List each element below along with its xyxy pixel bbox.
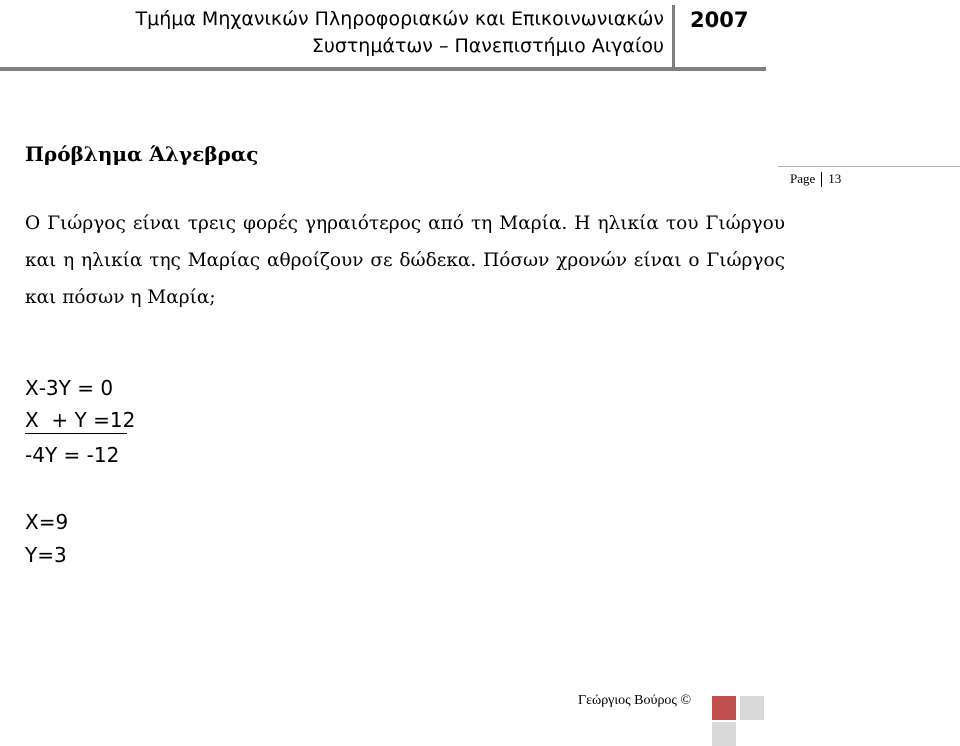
header-divider-horizontal: [0, 67, 766, 71]
header-divider-vertical: [672, 5, 675, 68]
page-number-value: 13: [828, 171, 842, 186]
footer-author: Γεώργιος Βούρος ©: [578, 693, 692, 708]
page-number-separator: [821, 172, 822, 187]
equation-1: Χ-3Υ = 0: [25, 376, 114, 400]
header-title-line2: Συστημάτων – Πανεπιστήμιο Αιγαίου: [311, 35, 664, 57]
result-y: Υ=3: [25, 543, 67, 567]
header-title: [60, 6, 664, 60]
footer-square-gray-right: [740, 696, 764, 720]
equation-3: -4Υ = -12: [25, 443, 120, 467]
result-x: Χ=9: [25, 510, 69, 534]
footer-square-red: [712, 696, 736, 720]
footer-square-gray-bottom: [712, 722, 736, 746]
problem-title: Πρόβλημα Άλγεβρας: [25, 142, 259, 166]
equation-sum-line: [25, 433, 127, 434]
page-number: [790, 171, 841, 187]
header-title-line1: Τμήμα Μηχανικών Πληροφοριακών και Επικοινωνιακών: [135, 8, 664, 30]
header-year: 2007: [690, 8, 749, 32]
problem-statement: Ο Γιώργος είναι τρεις φορές γηραιότερος από τη Μαρία. Η ηλικία του Γιώργου και η ηλικία της Μαρίας αθροίζουν σε δώδεκα. Πόσων χρονών είναι ο Γιώργος και πόσων η Μαρία;: [25, 213, 785, 308]
equation-2: Χ + Υ =12: [25, 408, 136, 432]
page-number-rule: [778, 166, 960, 167]
page-label: Page: [790, 171, 816, 186]
